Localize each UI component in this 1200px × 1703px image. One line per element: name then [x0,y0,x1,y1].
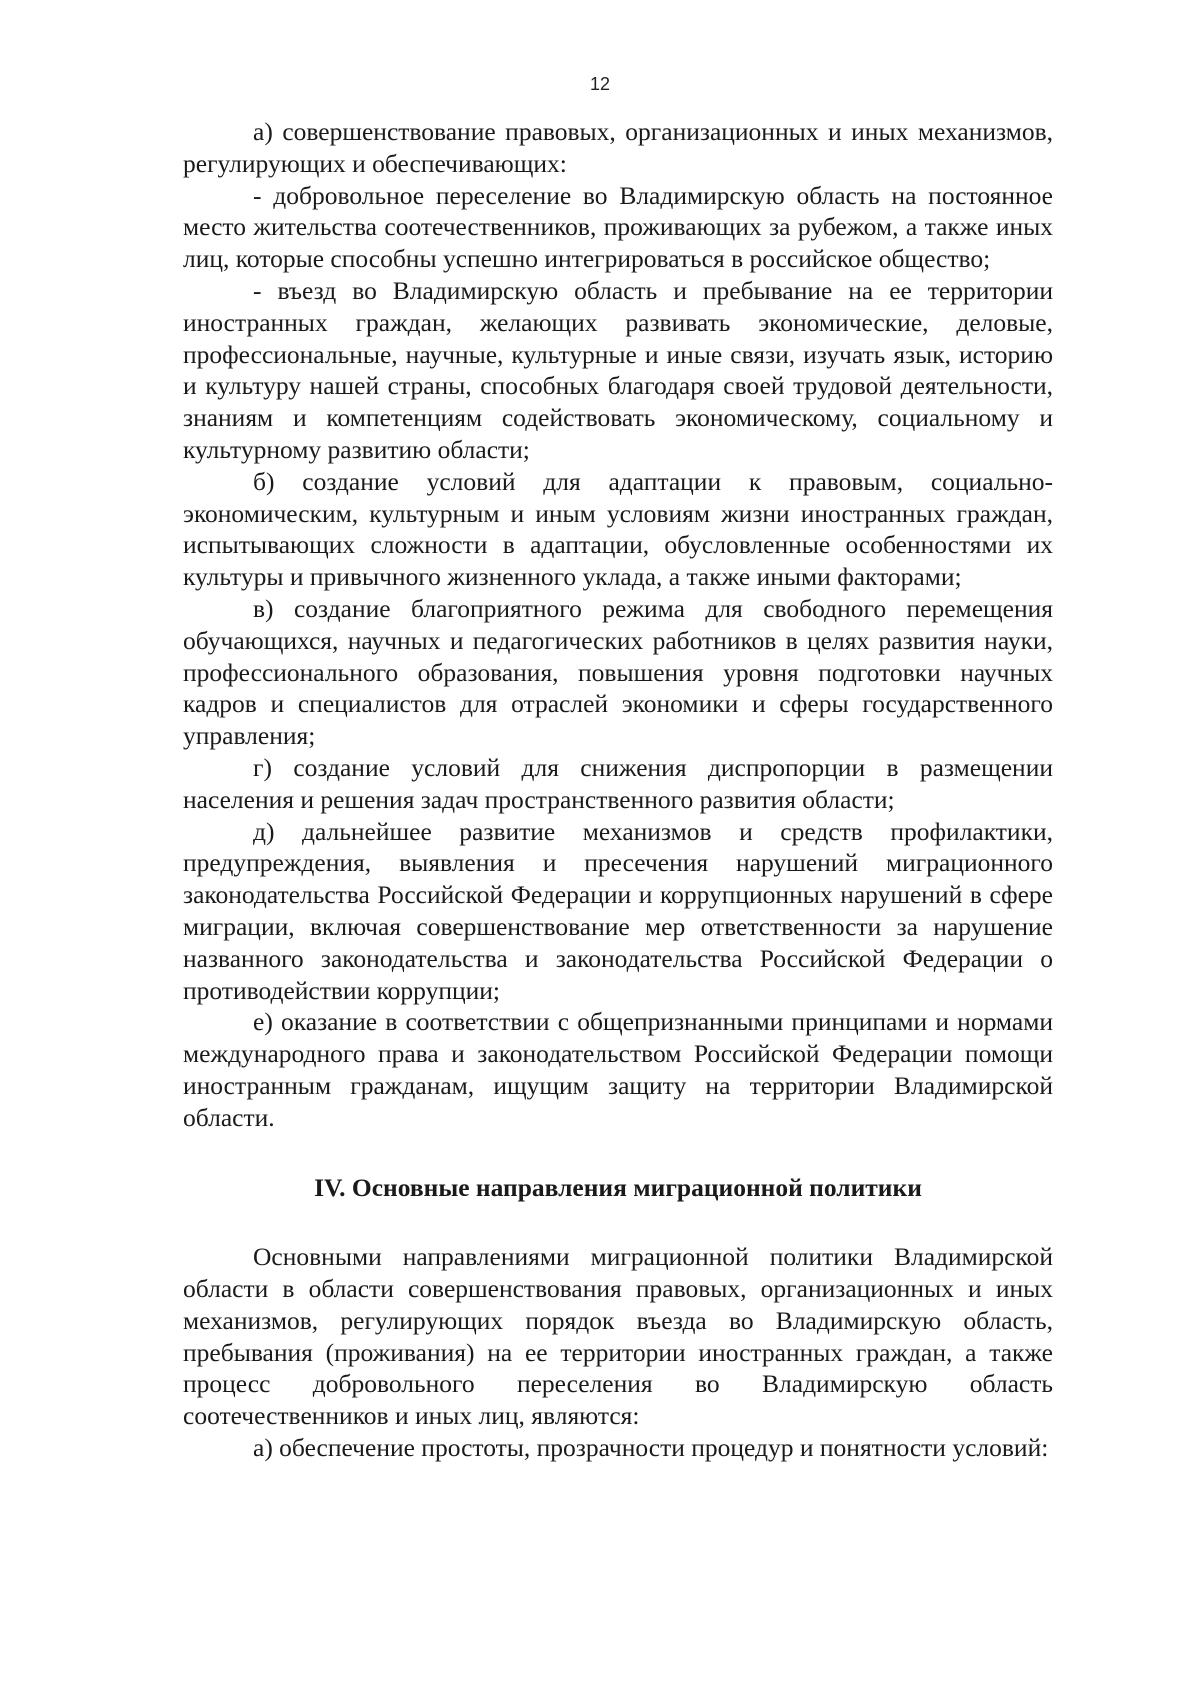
paragraph-resettlement: - добровольное переселение во Владимирскую область на постоянное место жительства соотечественников, проживающих за рубежом, а также иных лиц, которые способны успешно интегрироваться в российское общество; [183,180,1053,274]
paragraph-item-e: е) оказание в соответствии с общепризнанными принципами и нормами международного права и законодательством Российской Федерации помощи иностранным гражданам, ищущим защиту на территории Владимирской области. [183,1007,1053,1132]
paragraph-item-a-simplicity: а) обеспечение простоты, прозрачности процедур и понятности условий: [253,1433,1049,1463]
paragraph-item-b: б) создание условий для адаптации к правовым, социально-экономическим, культурным и иным условиям жизни иностранных граждан, испытывающих сложности в адаптации, обусловленные особенностями их культуры и привычного жизненного уклада, а также иными факторами; [183,466,1053,592]
paragraph-item-v: в) создание благоприятного режима для свободного перемещения обучающихся, научных и педагогических работников в целях развития науки, профессионального образования, повышения уровня подготовки научных кадров и специалистов для отраслей экономики и сферы государственного управления; [183,593,1053,751]
paragraph-item-d: д) дальнейшее развитие механизмов и средств профилактики, предупреждения, выявления и пресечения нарушений миграционного законодательства Российской Федерации и коррупционных нарушений в сфере миграции, включая совершенствование мер ответственности за нарушение названного законодательства и законодательства Российской Федерации о противодействии коррупции; [183,816,1053,1005]
page-number: 12 [589,74,611,94]
document-body [183,116,1053,1464]
paragraph-item-g: г) создание условий для снижения диспропорции в размещении населения и решения задач пространственного развития области; [183,752,1053,814]
paragraph-main-directions: Основными направлениями миграционной политики Владимирской области в области совершенствования правовых, организационных и иных механизмов, регулирующих порядок въезда во Владимирскую область, пребывания (проживания) на ее территории иностранных граждан, а также процесс добровольного переселения во Владимирскую область соотечественников и иных лиц, являются: [183,1242,1053,1431]
paragraph-item-a: а) совершенствование правовых, организационных и иных механизмов, регулирующих и обеспечивающих: [183,117,1053,178]
paragraph-entry-stay: - въезд во Владимирскую область и пребывание на ее территории иностранных граждан, желающих развивать экономические, деловые, профессиональные, научные, культурные и иные связи, изучать язык, историю и культуру нашей страны, способных благодаря своей трудовой деятельности, знаниям и компетенциям содействовать экономическому, социальному и культурному развитию области; [183,275,1053,464]
section-heading: IV. Основные направления миграционной политики [314,1172,922,1202]
